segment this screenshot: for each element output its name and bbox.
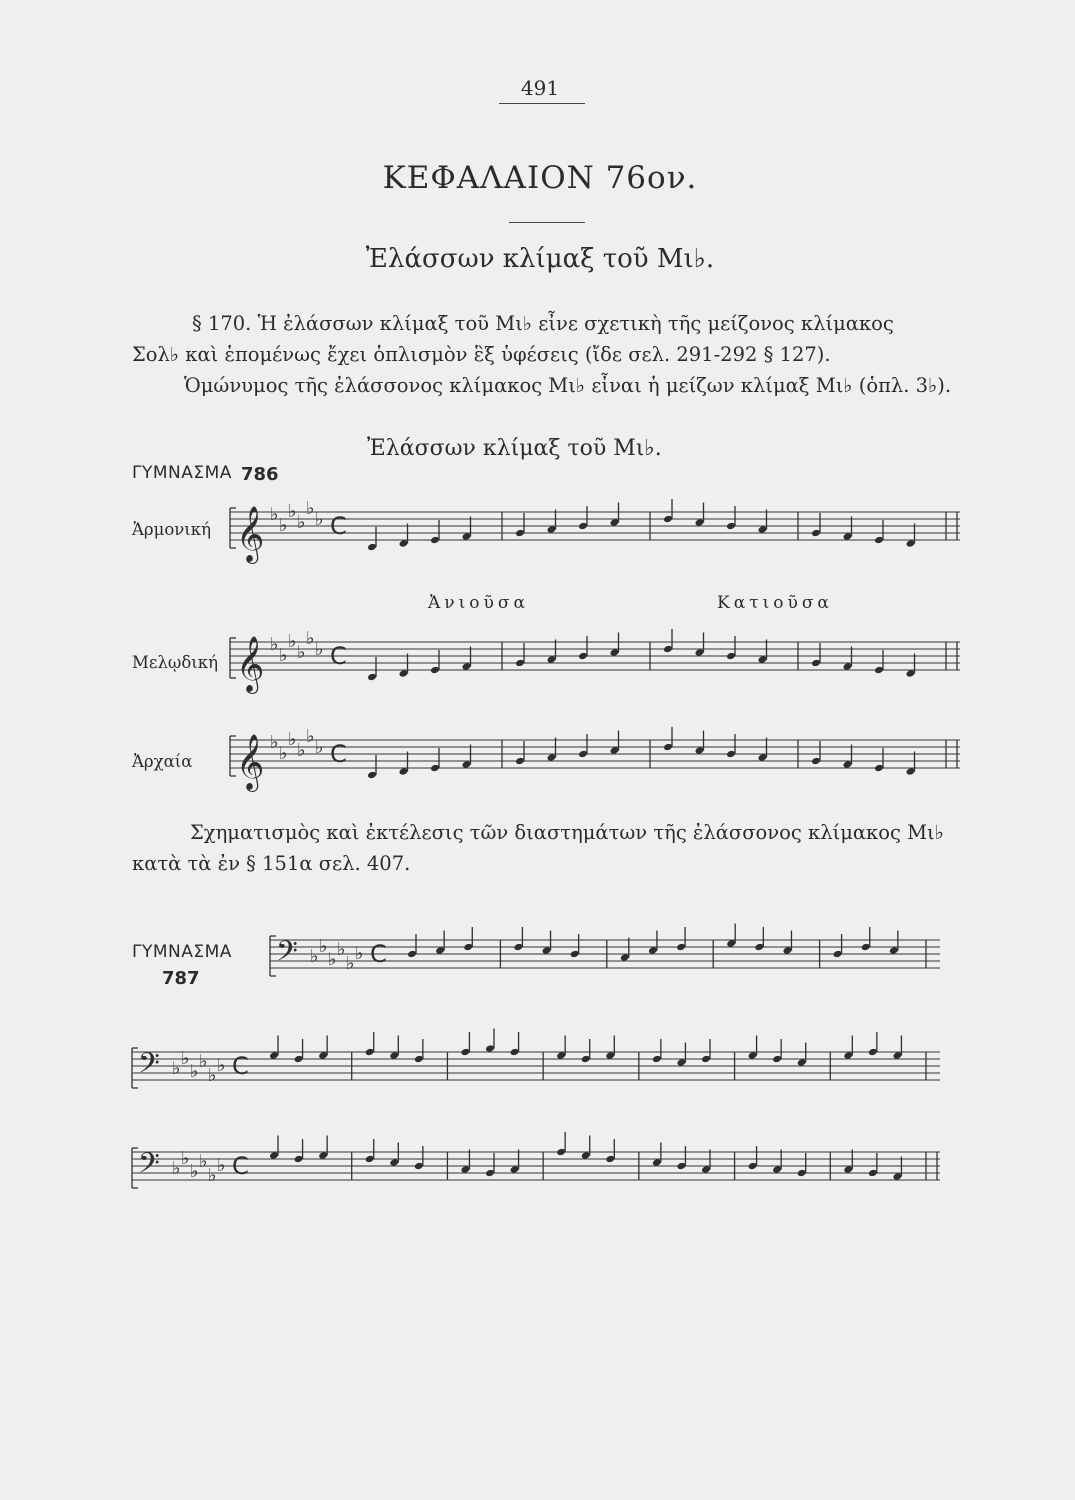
common-time-icon: C <box>330 512 347 540</box>
flat-sign-icon: ♭ <box>270 732 279 753</box>
treble-clef-icon: 𝄞 <box>236 636 265 692</box>
flat-sign-icon: ♭ <box>217 1155 226 1176</box>
exercise-787-number: 787 <box>162 968 200 989</box>
staff-787-line-1 <box>270 928 940 998</box>
flat-sign-icon: ♭ <box>181 1148 190 1169</box>
flat-sign-icon: ♭ <box>199 1051 208 1072</box>
staff-ancient <box>230 728 960 798</box>
exercise-786-number: 786 <box>241 464 279 485</box>
flat-sign-icon: ♭ <box>315 639 324 660</box>
flat-sign-icon: ♭ <box>297 642 306 663</box>
flat-sign-icon: ♭ <box>279 515 288 536</box>
page-number-rule <box>499 103 585 104</box>
flat-sign-icon: ♭ <box>328 949 337 970</box>
flat-sign-icon: ♭ <box>310 946 319 967</box>
exercise-786-title: Ἐλάσσων κλίμαξ τοῦ Μι♭. <box>367 436 662 461</box>
flat-sign-icon: ♭ <box>297 512 306 533</box>
bass-clef-icon: 𝄢 <box>138 1047 160 1087</box>
common-time-icon: C <box>330 740 347 768</box>
flat-sign-icon: ♭ <box>270 634 279 655</box>
chapter-rule <box>509 222 585 223</box>
staff-787-line-3 <box>132 1140 940 1210</box>
section-title: Ἐλάσσων κλίμαξ τοῦ Μι♭. <box>365 244 715 274</box>
flat-sign-icon: ♭ <box>181 1048 190 1069</box>
flat-sign-icon: ♭ <box>279 743 288 764</box>
page-number: 491 <box>520 76 560 100</box>
bass-clef-icon: 𝄢 <box>138 1147 160 1187</box>
descending-label: Κατιοῦσα <box>717 593 833 613</box>
flat-sign-icon: ♭ <box>306 726 315 747</box>
flat-sign-icon: ♭ <box>288 501 297 522</box>
bass-clef-icon: 𝄢 <box>276 935 298 975</box>
staff-harmonic <box>230 500 960 570</box>
flat-sign-icon: ♭ <box>288 631 297 652</box>
paragraph-line-2: Σολ♭ καὶ ἑπομένως ἔχει ὁπλισμὸν ἓξ ὑφέσεις (ἴδε σελ. 291-292 § 127). <box>132 343 831 366</box>
flat-sign-icon: ♭ <box>270 504 279 525</box>
row-label-melodic: Μελῳδική <box>132 653 218 672</box>
flat-sign-icon: ♭ <box>315 737 324 758</box>
flat-sign-icon: ♭ <box>337 939 346 960</box>
paragraph-line-5: κατὰ τὰ ἐν § 151α σελ. 407. <box>132 852 411 875</box>
flat-sign-icon: ♭ <box>306 628 315 649</box>
flat-sign-icon: ♭ <box>190 1061 199 1082</box>
common-time-icon: C <box>232 1052 249 1080</box>
row-label-ancient: Ἀρχαία <box>132 752 193 771</box>
flat-sign-icon: ♭ <box>346 953 355 974</box>
staff-melodic <box>230 630 960 700</box>
treble-clef-icon: 𝄞 <box>236 734 265 790</box>
paragraph-line-3: Ὁμώνυμος τῆς ἐλάσσονος κλίμακος Μι♭ εἶναι ἡ μείζων κλίμαξ Μι♭ (ὁπλ. 3♭). <box>184 374 952 397</box>
flat-sign-icon: ♭ <box>297 740 306 761</box>
flat-sign-icon: ♭ <box>355 943 364 964</box>
exercise-786-label: ΓΥΜΝΑΣΜΑ <box>132 463 232 483</box>
flat-sign-icon: ♭ <box>172 1158 181 1179</box>
common-time-icon: C <box>330 642 347 670</box>
flat-sign-icon: ♭ <box>288 729 297 750</box>
flat-sign-icon: ♭ <box>315 509 324 530</box>
flat-sign-icon: ♭ <box>190 1161 199 1182</box>
flat-sign-icon: ♭ <box>208 1065 217 1086</box>
common-time-icon: C <box>232 1152 249 1180</box>
flat-sign-icon: ♭ <box>199 1151 208 1172</box>
flat-sign-icon: ♭ <box>172 1058 181 1079</box>
exercise-787-label: ΓΥΜΝΑΣΜΑ <box>132 942 232 962</box>
ascending-label: Ἀνιοῦσα <box>428 593 529 613</box>
flat-sign-icon: ♭ <box>279 645 288 666</box>
paragraph-line-4: Σχηματισμὸς καὶ ἐκτέλεσις τῶν διαστημάτων τῆς ἐλάσσονος κλίμακος Μι♭ <box>190 821 944 844</box>
row-label-harmonic: Ἁρμονική <box>132 520 211 539</box>
common-time-icon: C <box>370 940 387 968</box>
flat-sign-icon: ♭ <box>319 936 328 957</box>
flat-sign-icon: ♭ <box>217 1055 226 1076</box>
treble-clef-icon: 𝄞 <box>236 506 265 562</box>
paragraph-line-1: § 170. Ἡ ἐλάσσων κλίμαξ τοῦ Μι♭ εἶνε σχετικὴ τῆς μείζονος κλίμακος <box>192 312 894 335</box>
flat-sign-icon: ♭ <box>306 498 315 519</box>
flat-sign-icon: ♭ <box>208 1165 217 1186</box>
chapter-title: ΚΕΦΑΛΑΙΟΝ 76ον. <box>382 160 698 196</box>
staff-787-line-2 <box>132 1040 940 1110</box>
